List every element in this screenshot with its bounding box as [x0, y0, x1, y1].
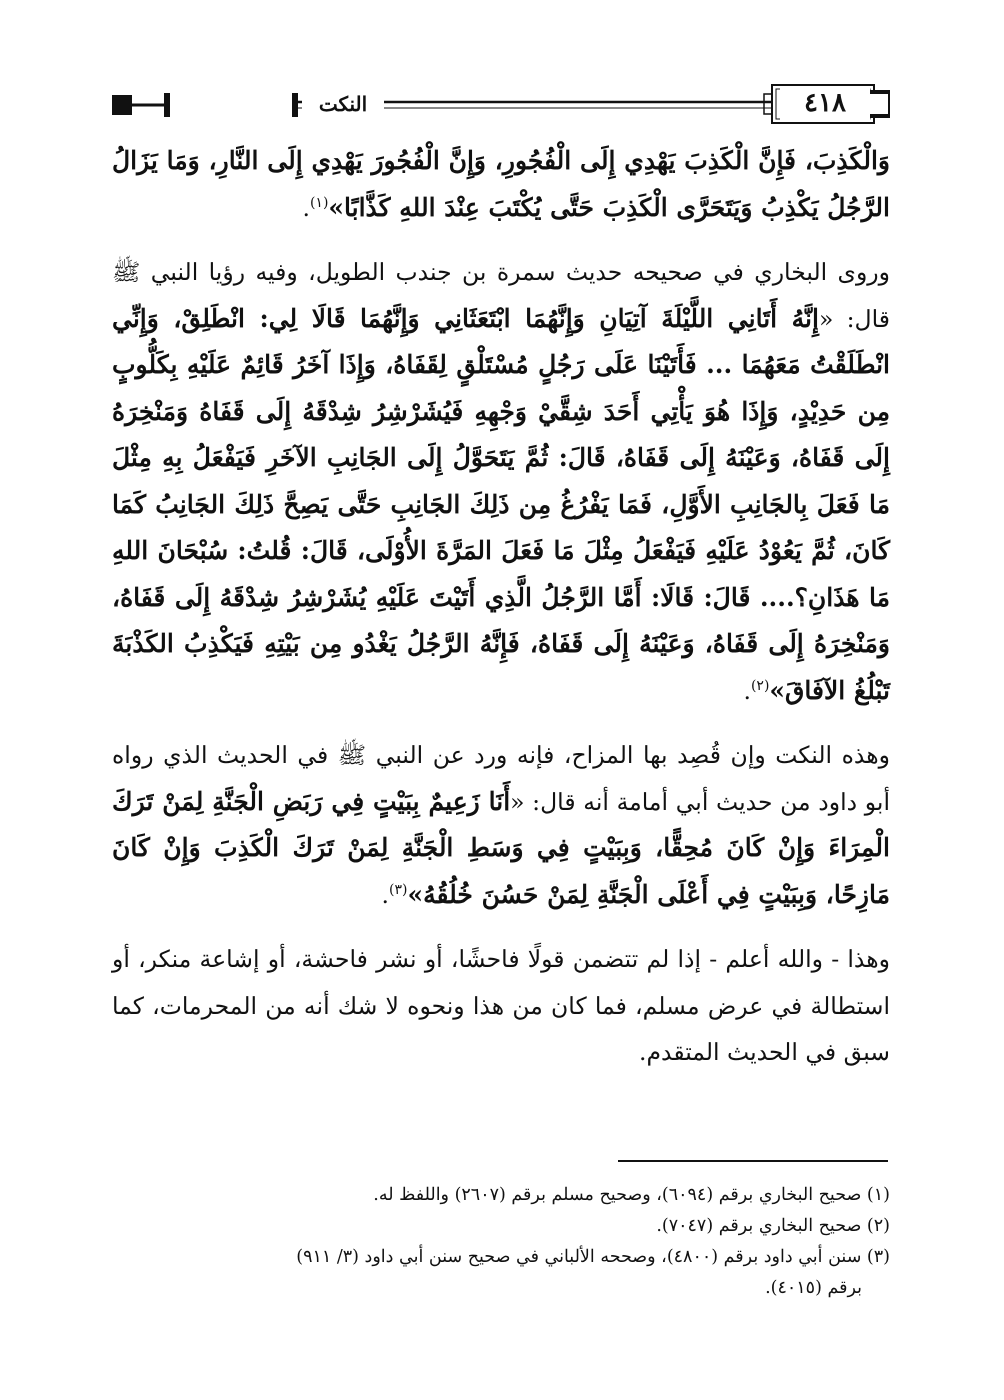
punctuation: .: [302, 193, 310, 222]
paragraph-4: وهذا - والله أعلم - إذا لم تتضمن قولًا فاحشًا، أو نشر فاحشة، أو إشاعة منكر، أو استطالة في عرض مسلم، فما كان من هذا ونحوه لا شك أنه من المحرمات، كما سبق في الحديث المتقدم.: [112, 945, 890, 1066]
punctuation: .: [743, 676, 751, 705]
footnote-ref[interactable]: (٢): [750, 677, 770, 694]
main-text: [112, 138, 890, 1076]
paragraph-1: [112, 138, 890, 231]
footnote-separator: [618, 1160, 888, 1162]
footnote-3: (٣) سنن أبي داود برقم (٤٨٠٠)، وصححه الألباني في صحيح سنن أبي داود (٣/ ٩١١): [296, 1247, 890, 1267]
page-number: ٤١٨: [780, 86, 870, 120]
footnote-2: (٢) صحيح البخاري برقم (٧٠٤٧).: [656, 1216, 890, 1236]
footnote-1: (١) صحيح البخاري برقم (٦٠٩٤)، وصحيح مسلم برقم (٢٦٠٧) واللفظ له.: [373, 1185, 890, 1205]
hadith-quote: وَالْكَذِبَ، فَإِنَّ الْكَذِبَ يَهْدِي إِلَى الْفُجُورِ، وَإِنَّ الْفُجُورَ يَهْدِي إِلَى النَّارِ، وَمَا يَزَالُ الرَّجُلُ يَكْذِبُ وَيَتَحَرَّى الْكَذِبَ حَتَّى يُكْتَبَ عِنْدَ اللهِ كَذَّابًا»: [112, 146, 890, 222]
footnote-ref[interactable]: (١): [309, 194, 329, 211]
running-title: النكت: [302, 88, 384, 120]
paragraph-2: [112, 249, 890, 714]
paragraph-intro: وروى البخاري في صحيحه حديث سمرة بن جندب الطويل، وفيه رؤيا النبي ﷺ قال: «: [112, 258, 890, 333]
paragraph-intro: وهذه النكت وإن قُصِد بها المزاح، فإنه ورد عن النبي ﷺ في الحديث الذي رواه أبو داود من حديث أبي أمامة أنه قال: «: [112, 741, 890, 816]
page-header: [112, 82, 890, 126]
punctuation: .: [381, 880, 389, 909]
footnote-ref[interactable]: (٣): [389, 881, 408, 898]
paragraph-3: [112, 732, 890, 918]
hadith-quote: أَنَا زَعِيمٌ بِبَيْتٍ فِي رَبَضِ الْجَنَّةِ لِمَنْ تَرَكَ الْمِرَاءَ وَإِنْ كَانَ مُحِقًّا، وَبِبَيْتٍ فِي وَسَطِ الْجَنَّةِ لِمَنْ تَرَكَ الْكَذِبَ وَإِنْ كَانَ مَازِحًا، وَبِبَيْتٍ فِي أَعْلَى الْجَنَّةِ لِمَنْ حَسُنَ خُلُقُهُ»: [112, 786, 890, 909]
hadith-quote: إِنَّهُ أَتَانِي اللَّيْلَةَ آتِيَانِ وَإِنَّهُمَا ابْتَعَثَانِي وَإِنَّهُمَا قَالَا لِي: انْطَلِقْ، وَإِنِّي انْطَلَقْتُ مَعَهُمَا ... فَأَتَيْنَا عَلَى رَجُلٍ مُسْتَلْقٍ لِقَفَاهُ، وَإِذَا آخَرُ قَائِمٌ عَلَيْهِ بِكَلُّوبٍ مِن حَدِيْدٍ، وَإِذَا هُوَ يَأْتِي أَحَدَ شِقَّيْ وَجْهِهِ فَيُشَرْشِرُ شِدْقَهُ إِلَى قَفَاهُ وَمَنْخِرَهُ إِلَى قَفَاهُ، وَعَيْنَهُ إِلَى قَفَاهُ، قَالَ: ثُمَّ يَتَحَوَّلُ إِلَى الجَانِبِ الآخَرِ فَيَفْعَلُ بِهِ مِثْلَ مَا فَعَلَ بِالجَانِبِ الأَوَّلِ، فَمَا يَفْرُغُ مِن ذَلِكَ الجَانِبِ حَتَّى يَصِحَّ ذَلِكَ الجَانِبُ كَمَا كَانَ، ثُمَّ يَعُوْدُ عَلَيْهِ فَيَفْعَلُ مِثْلَ مَا فَعَلَ المَرَّةَ الأُوْلَى، قَالَ: قُلتُ: سُبْحَانَ اللهِ مَا هَذَانِ؟.... قَالَ: قَالَا: أَمَّا الرَّجُلُ الَّذِي أَتَيْتَ عَلَيْهِ يُشَرْشِرُ شِدْقَهُ إِلَى قَفَاهُ، وَمَنْخِرَهُ إِلَى قَفَاهُ، وَعَيْنَهُ إِلَى قَفَاهُ، فَإِنَّهُ الرَّجُلُ يَغْدُو مِن بَيْتِهِ فَيَكْذِبُ الكَذْبَةَ تَبْلُغُ الآفَاقَ»: [112, 303, 890, 705]
header-ornament: [112, 82, 890, 126]
footnotes: [112, 1180, 890, 1304]
footnote-3-continuation: برقم (٤٠١٥).: [765, 1278, 862, 1298]
